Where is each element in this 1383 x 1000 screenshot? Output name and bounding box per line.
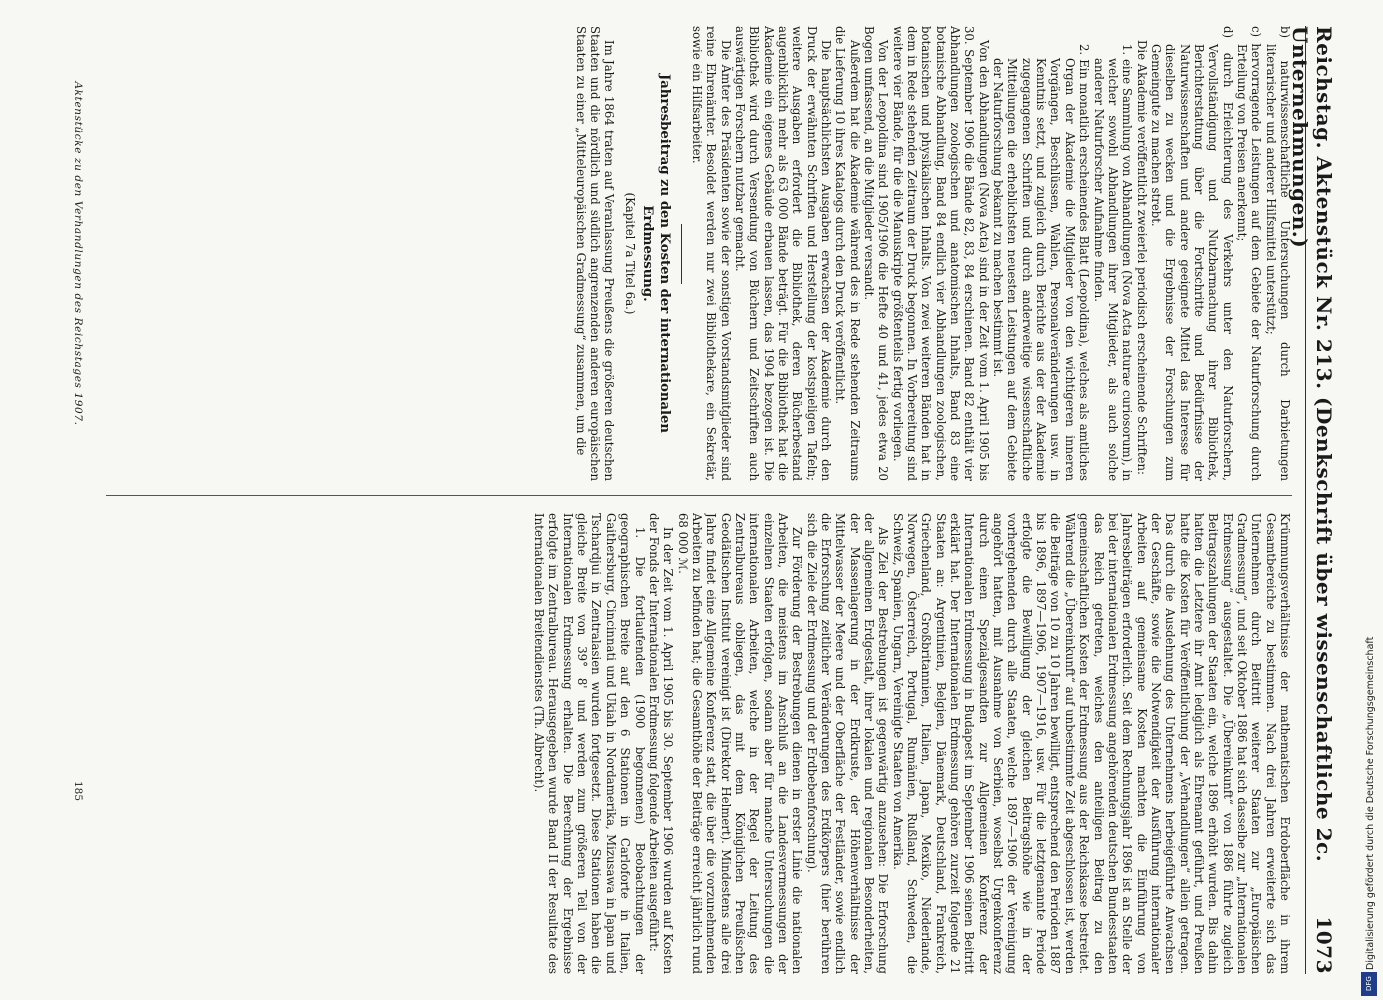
page-footer: Aktenstücke zu den Verhandlungen des Reichstages 1907. (72, 81, 84, 426)
paragraph: Zur Förderung der Bestrebungen dienen in erster Linie die nationalen Arbeiten, die meistens im Anschluß an die Landesvermessungen der einzelnen Staaten erfolgen, sodann aber für manche Untersuchungen die internationalen Arbeiten, welche in der Regel der Leitung des Zentralbureaus obliegen, das mit dem Königlichen Preußischen Geodätischen Institut vereinigt ist (Direktor Helmert). Mindestens alle drei Jahre findet eine Allgemeine Konferenz statt, die über die vorzunehmenden Arbeiten zu befinden hat; die Gesamthöhe der Beiträge erreicht jährlich rund 68 000 ℳ. (675, 513, 805, 974)
paragraph: In der Zeit vom 1. April 1905 bis 30. September 1906 wurden auf Kosten der Fonds der Internationalen Erdmessung folgende Arbeiten ausgeführt: (646, 513, 676, 974)
paragraph: Als Ziel der Bestrebungen ist gegenwärtig anzusehen: Die Erforschung der allgemeinen Erdgestalt, ihrer lokalen und regionalen Besonderheiten, der Massenlagerung in der Erdkruste, der Höhenverhältnisse der Mittelwasser der Meere und der Oberfläche der Festländer, sowie endlich die Erforschung zeitlicher Veränderungen des Erdkörpers (hier berühren sich die Ziele der Erdmessung und der Erdbebenforschung). (804, 513, 891, 974)
section-title: Jahresbeitrag zu den Kosten der internationalen Erdmessung. (639, 74, 672, 433)
right-column (112, 513, 1292, 974)
paragraph: Von den Abhandlungen (Nova Acta) sind in der Zeit vom 1. April 1905 bis 30. September 1906 die Bände 82, 83, 84 erschienen. Band 82 enthält vier Abhandlungen zoologischen und anatomischen Inhalts, Band 83 eine botanische Abhandlung, Band 84 endlich vier Abhandlungen zoologischen, botanischen und physikalischen Inhalts. Von zwei weiteren Bänden hat in dem in Rede stehenden Zeitraum der Druck begonnen. In Vorbereitung sind weitere vier Bände, für die die Manuskripte größtenteils fertig vorliegen. (890, 26, 991, 481)
paragraph: Die Ämter des Präsidenten sowie der sonstigen Vorstandsmitglieder sind reine Ehrenämter. Besoldet werden nur zwei Bibliothekare, ein Sekretär, sowie ein Hilfsarbeiter. (689, 26, 733, 481)
periodicals-intro: Die Akademie veröffentlicht zweierlei periodisch erscheinende Schriften: (1134, 40, 1149, 475)
paragraph: Von der Leopoldina sind 1905/1906 die Hefte 40 und 41, jedes etwa 20 Bogen umfassend, an die Mitglieder versandt. (862, 26, 891, 481)
paragraph: Die hauptsächlichsten Ausgaben erwachsen der Akademie durch den Druck der erwähnten Schriften und Herstellung der kostspieligen Tafeln; weitere Ausgaben erfordert die Bibliothek, deren Bücherbestand augenblicklich mehr als 63 000 Bände beträgt. Für die Bibliothek hat die Akademie ein eigenes Gebäude erbauen lassen, das 1904 bezogen ist. Die Bibliothek wird durch Versendung von Büchern und Zeitschriften auch auswärtigen Forschern nutzbar gemacht. (732, 26, 833, 481)
paragraph: Außerdem hat die Akademie während des in Rede stehenden Zeitraums die Lieferung 10 ihres Katalogs durch den Druck veröffentlicht. (833, 26, 862, 481)
paragraph: 1. Die fortlaufenden (1900 begonnenen) Beobachtungen der geographischen Breite auf den 6 Stationen in Carloforte in Italien, Gaithersburg, Cincinnati und Ukiah in Nordamerika, Mizusawa in Japan und Tschardjui in Zentralasien wurden fortgesetzt. Diese Stationen haben die gleiche Breite von 39° 8' und werden zum größeren Teil von der Internationalen Erdmessung erhalten. Die Berechnung der Ergebnisse erfolgte im Zentralbureau. Herausgegeben wurde Band II der Resultate des Internationalen Breitendienstes (Th. Albrecht). (532, 513, 647, 974)
item-d: d) durch Erleichterung des Verkehrs unter den Naturforschern, Vervollständigung und Nutzbarmachung ihrer Bibliothek, Berichterstattung über die Fortschritte und Bedürfnisse der Naturwissenschaften und andere geeignete Mittel das Interesse für dieselben zu wecken und die Ergebnisse der Forschungen zum Gemeingute zu machen strebt. (1148, 26, 1235, 481)
periodical-2: 2. Ein monatlich erscheinendes Blatt (Leopoldina), welches als amtliches Organ der Akademie die Mitglieder von den wichtigeren inneren Vorgängen, Beschlüssen, Wahlen, Personalveränderungen usw. in Kenntnis setzt, und zugleich durch Berichte aus der der Akademie zugegangenen Schriften und durch anderweitige wissenschaftliche Mitteilungen die erheblichsten neuesten Leistungen auf dem Gebiete der Naturforschung bekannt zu machen bestimmt ist. (991, 44, 1092, 481)
periodical-1: 1. eine Sammlung von Abhandlungen (Nova Acta naturae curiosorum), in welcher sowohl Abhandlungen ihrer Mitglieder, als auch solche anderer Naturforscher Aufnahme finden. (1091, 44, 1135, 481)
section-text: Im Jahre 1864 traten auf Veranlassung Preußens die größeren deutschen Staaten und die nördlich und südlich angrenzenden anderen europäischen Staaten zu einer „Mitteleuropäischen Gradmessung“ zusammen, um die (573, 26, 617, 481)
header-page-number: 1073 (1312, 916, 1336, 974)
column-divider (106, 495, 1292, 496)
page-header (1288, 26, 1336, 974)
bottom-page-number: 185 (72, 781, 84, 802)
section-divider (681, 224, 682, 284)
paragraph: Krümmungsverhältnisse der mathematischen Erdoberfläche in ihrem Gesamtbereiche zu bestimmen. Nach drei Jahren erweiterte sich das Unternehmen durch Beitritt weiterer Staaten zur „Europäischen Gradmessung“, und seit Oktober 1886 hat sich dasselbe zur „Internationalen Erdmessung“ ausgestaltet. Die „Übereinkunft“ von 1886 führte zugleich Beitragszahlungen der Staaten ein, welche 1896 erhöht wurden. Bis dahin hatten die Letztere ihr Amt lediglich als Ehrenamt geführt, und Preußen hatte die Kosten für Veröffentlichung der „Verhandlungen“ allein getragen. Das durch die Ausdehnung des Unternehmens herbeigeführte Anwachsen der Geschäfte, sowie die Notwendigkeit der Ausführung internationaler Arbeiten auf gemeinsame Kosten machten die Einführung von Jahresbeiträgen erforderlich. Seit dem Rechnungsjahr 1896 ist an Stelle der bei der internationalen Erdmessung angehörenden deutschen Bundesstaaten das Reich getreten, welches den anteiligen Beitrag zu den gemeinschaftlichen Kosten der Erdmessung aus der Reichskasse bestreitet. Während die „Übereinkunft“ auf unbestimmte Zeit abgeschlossen ist, werden die Beiträge von 10 zu 10 Jahren bewilligt, entsprechend den Perioden 1887 bis 1896, 1897—1906, 1907—1916, usw. Für die letztgenannte Periode erfolgte die Bewilligung der gleichen Beitragshöhe wie in der vorhergehenden durch alle Staaten, welche 1897—1906 der Vereinigung angehört hatten, mit Ausnahme von Serbien, woselbst Urgenkonferenz durch einen Spezialgesandten zur Allgemeinen Konferenz der Internationalen Erdmessung in Budapest im September 1906 seinen Beitritt erklärt hat. Der Internationalen Erdmessung gehören zurzeit folgende 21 Staaten an: Argentinien, Belgien, Dänemark, Deutschland, Frankreich, Griechenland, Großbritannien, Italien, Japan, Mexiko, Niederlande, Norwegen, Österreich, Portugal, Rumänien, Rußland, Schweden, die Schweiz, Spanien, Ungarn, Vereinigte Staaten von Amerika. (890, 513, 1292, 974)
rotated-page-content (36, 26, 1336, 974)
digitization-credit: Digitalisierung gefördert durch die Deutsche Forschungsgemeinschaft (1365, 636, 1376, 970)
header-title: Reichstag. Aktenstück Nr. 213. (Denkschrift über wissenschaftliche 2c. Unternehmungen.) (1288, 26, 1336, 863)
left-column (112, 26, 1292, 481)
item-c: c) hervorragende Leistungen auf dem Gebiete der Naturforschung durch Erteilung von Preisen anerkennt; (1234, 26, 1264, 481)
section-chapter: (Kapitel 7a Titel 6a.) (622, 192, 637, 315)
digitization-sidebar (1356, 0, 1383, 1000)
item-b: b) naturwissenschaftliche Untersuchungen durch Darbietungen literarischer und anderer Hilfsmittel unterstützt; (1263, 26, 1292, 481)
dfg-logo-icon: DFG (1361, 972, 1377, 996)
